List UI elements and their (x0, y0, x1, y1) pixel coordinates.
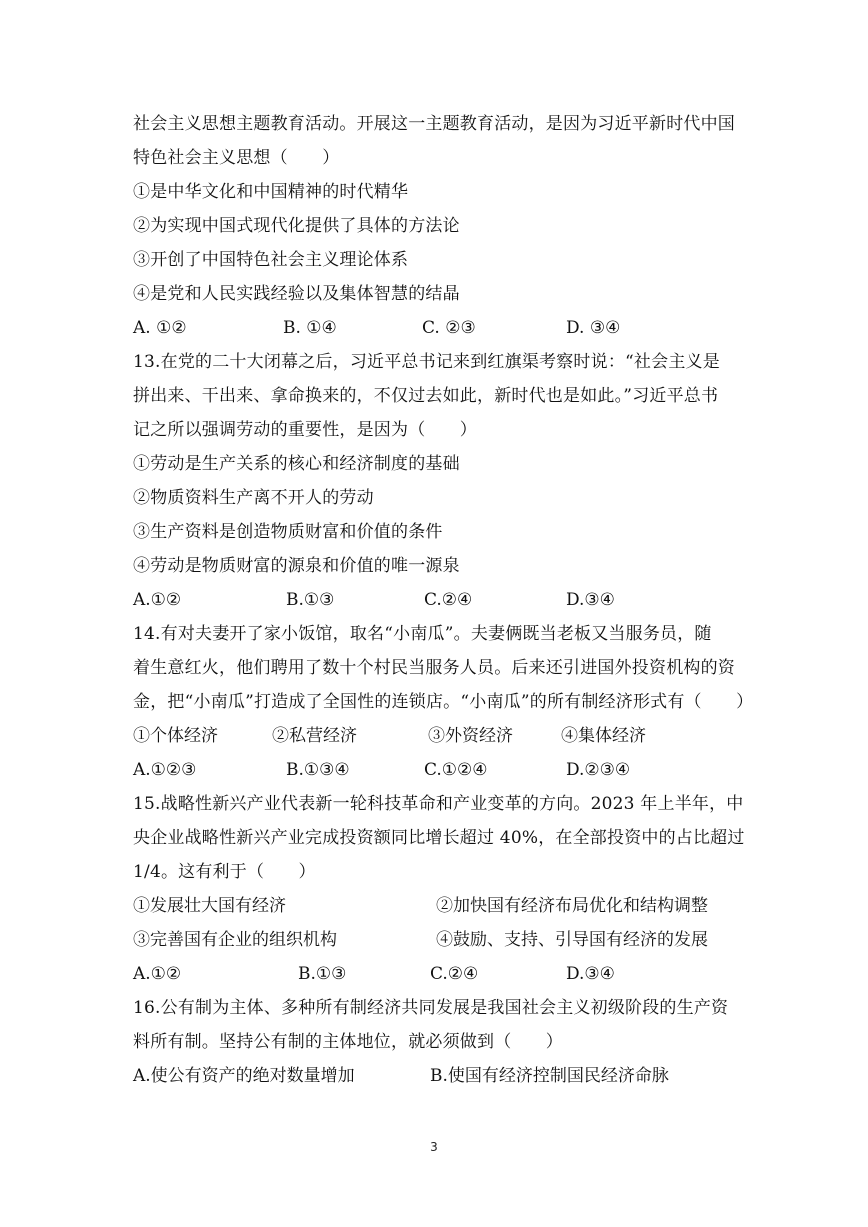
q12-statement-3: ③开创了中国特色社会主义理论体系 (133, 250, 409, 270)
q14-option-b: B.①③④ (286, 760, 350, 780)
q12-statement-2: ②为实现中国式现代化提供了具体的方法论 (133, 216, 460, 236)
q13-stem-line-1: 13.在党的二十大闭幕之后，习近平总书记来到红旗渠考察时说：“社会主义是 (133, 352, 720, 372)
q12-statement-4: ④是党和人民实践经验以及集体智慧的结晶 (133, 284, 460, 304)
q14-statement-3: ③外资经济 (428, 726, 513, 746)
q15-statement-3: ③完善国有企业的组织机构 (133, 930, 337, 950)
q12-option-d: D. ③④ (566, 318, 621, 338)
q14-statement-2: ②私营经济 (272, 726, 357, 746)
q14-stem-line-3: 金，把“小南瓜”打造成了全国性的连锁店。“小南瓜”的所有制经济形式有（ ） (133, 692, 754, 712)
page-number: 3 (430, 1140, 438, 1154)
q13-option-b: B.①③ (286, 590, 335, 610)
q15-stem-line-2: 央企业战略性新兴产业完成投资额同比增长超过 40%，在全部投资中的占比超过 (133, 828, 745, 848)
q15-option-b: B.①③ (298, 964, 347, 984)
q12-option-b: B. ①④ (283, 318, 337, 338)
q15-option-d: D.③④ (566, 964, 615, 984)
q12-stem-line-1: 社会主义思想主题教育活动。开展这一主题教育活动，是因为习近平新时代中国 (133, 114, 735, 134)
q13-statement-1: ①劳动是生产关系的核心和经济制度的基础 (133, 454, 460, 474)
q12-option-a: A. ①② (133, 318, 187, 338)
q15-stem-line-1: 15.战略性新兴产业代表新一轮科技革命和产业变革的方向。2023 年上半年，中 (133, 794, 744, 814)
q13-statement-4: ④劳动是物质财富的源泉和价值的唯一源泉 (133, 556, 460, 576)
q13-statement-3: ③生产资料是创造物质财富和价值的条件 (133, 522, 443, 542)
q16-stem-line-1: 16.公有制为主体、多种所有制经济共同发展是我国社会主义初级阶段的生产资 (133, 998, 729, 1018)
q14-option-c: C.①②④ (424, 760, 488, 780)
q14-option-d: D.②③④ (566, 760, 631, 780)
q16-stem-line-2: 料所有制。坚持公有制的主体地位，就必须做到（ ） (133, 1032, 563, 1052)
q15-stem-line-3: 1/4。这有利于（ ） (133, 862, 316, 882)
q16-option-a: A.使公有资产的绝对数量增加 (133, 1066, 355, 1086)
q15-option-a: A.①② (133, 964, 182, 984)
q13-option-a: A.①② (133, 590, 182, 610)
q12-option-c: C. ②③ (422, 318, 476, 338)
q13-stem-line-2: 拼出来、干出来、拿命换来的，不仅过去如此，新时代也是如此。”习近平总书 (133, 386, 719, 406)
q15-statement-2: ②加快国有经济布局优化和结构调整 (436, 896, 708, 916)
q12-statement-1: ①是中华文化和中国精神的时代精华 (133, 182, 409, 202)
q14-statement-4: ④集体经济 (561, 726, 646, 746)
q14-stem-line-2: 着生意红火，他们聘用了数十个村民当服务人员。后来还引进国外投资机构的资 (133, 658, 735, 678)
q15-statement-1: ①发展壮大国有经济 (133, 896, 286, 916)
q16-option-b: B.使国有经济控制国民经济命脉 (430, 1066, 669, 1086)
q14-stem-line-1: 14.有对夫妻开了家小饭馆，取名“小南瓜”。夫妻俩既当老板又当服务员，随 (133, 624, 712, 644)
q13-option-c: C.②④ (424, 590, 473, 610)
q15-option-c: C.②④ (430, 964, 479, 984)
q13-option-d: D.③④ (566, 590, 615, 610)
q15-statement-4: ④鼓励、支持、引导国有经济的发展 (436, 930, 708, 950)
q14-option-a: A.①②③ (133, 760, 197, 780)
q13-statement-2: ②物质资料生产离不开人的劳动 (133, 488, 374, 508)
q12-stem-line-2: 特色社会主义思想（ ） (133, 148, 340, 168)
q13-stem-line-3: 记之所以强调劳动的重要性，是因为（ ） (133, 420, 477, 440)
q14-statement-1: ①个体经济 (133, 726, 218, 746)
